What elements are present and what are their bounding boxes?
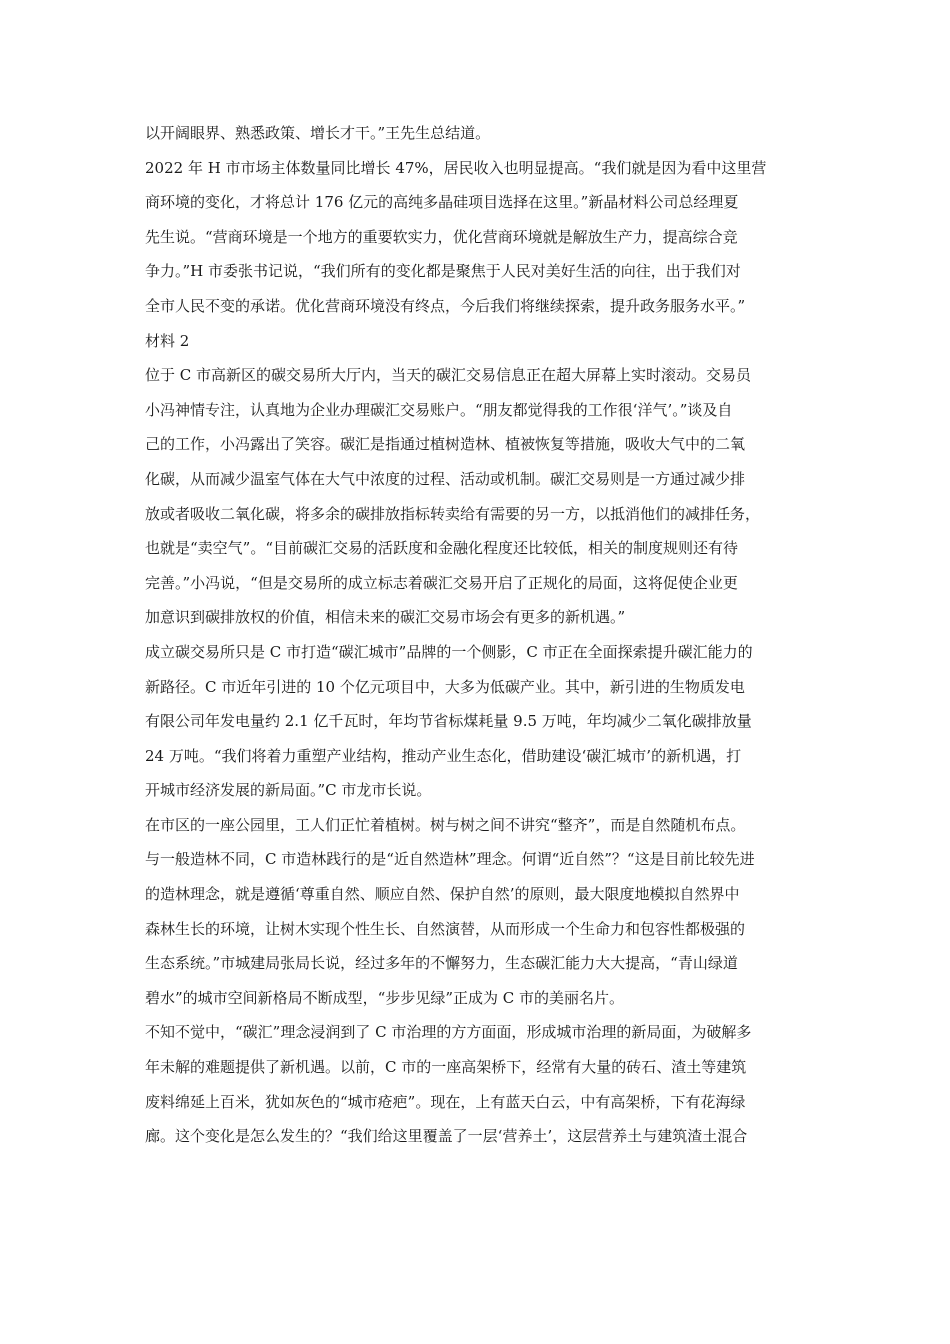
text-line: 成立碳交易所只是 C 市打造“碳汇城市”品牌的一个侧影，C 市正在全面探索提升碳汇能力的 — [145, 642, 753, 661]
text-line: 争力。”H 市委张书记说，“我们所有的变化都是聚焦于人民对美好生活的向往，出于我们对 — [145, 262, 741, 281]
text-line: 碧水”的城市空间新格局不断成型，“步步见绿”正成为 C 市的美丽名片。 — [145, 988, 625, 1007]
text-line: 与一般造林不同，C 市造林践行的是“近自然造林”理念。何谓“近自然”？“这是目前比较先进 — [145, 850, 755, 869]
text-line: 的造林理念，就是遵循‘尊重自然、顺应自然、保护自然’的原则，最大限度地模拟自然界中 — [145, 885, 740, 904]
text-line: 小冯神情专注，认真地为企业办理碳汇交易账户。“朋友都觉得我的工作很‘洋气’。”谈及自 — [145, 400, 733, 419]
text-line: 全市人民不变的承诺。优化营商环境没有终点，今后我们将继续探索，提升政务服务水平。” — [145, 296, 746, 315]
text-line: 有限公司年发电量约 2.1 亿千瓦时，年均节省标煤耗量 9.5 万吨，年均减少二氧化碳排放量 — [145, 712, 752, 731]
text-line: 先生说。“营商环境是一个地方的重要软实力，优化营商环境就是解放生产力，提高综合竞 — [145, 227, 738, 246]
text-line: 完善。”小冯说，“但是交易所的成立标志着碳汇交易开启了正规化的局面，这将促使企业更 — [145, 573, 738, 592]
text-line: 商环境的变化，才将总计 176 亿元的高纯多晶硅项目选择在这里。”新晶材料公司总经理夏 — [145, 193, 739, 212]
section-heading: 材料 2 — [145, 331, 190, 350]
text-line: 开城市经济发展的新局面。”C 市龙市长说。 — [145, 781, 432, 800]
text-line: 年未解的难题提供了新机遇。以前，C 市的一座高架桥下，经常有大量的砖石、渣土等建筑 — [145, 1058, 747, 1077]
text-line: 也就是“卖空气”。“目前碳汇交易的活跃度和金融化程度还比较低，相关的制度规则还有待 — [145, 539, 739, 558]
text-line: 放或者吸收二氧化碳，将多余的碳排放指标转卖给有需要的另一方，以抵消他们的减排任务， — [145, 504, 761, 523]
document-body — [145, 116, 865, 1154]
text-line: 2022 年 H 市市场主体数量同比增长 47%，居民收入也明显提高。“我们就是因为看中这里营 — [145, 158, 767, 177]
text-line: 24 万吨。“我们将着力重塑产业结构，推动产业生态化，借助建设‘碳汇城市’的新机遇，打 — [145, 746, 742, 765]
text-line: 化碳，从而减少温室气体在大气中浓度的过程、活动或机制。碳汇交易则是一方通过减少排 — [145, 469, 746, 488]
text-line: 以开阔眼界、熟悉政策、增长才干。”王先生总结道。 — [145, 124, 491, 142]
text-line: 废料绵延上百米，犹如灰色的“城市疮疤”。现在，上有蓝天白云，中有高架桥，下有花海绿 — [145, 1092, 746, 1111]
text-line: 生态系统。”市城建局张局长说，经过多年的不懈努力，生态碳汇能力大大提高，“青山绿道 — [145, 954, 738, 973]
text-line: 加意识到碳排放权的价值，相信未来的碳汇交易市场会有更多的新机遇。” — [145, 608, 626, 627]
text-line: 森林生长的环境，让树木实现个性生长、自然演替，从而形成一个生命力和包容性都极强的 — [145, 919, 746, 938]
text-line: 廊。这个变化是怎么发生的？“我们给这里覆盖了一层‘营养土’，这层营养土与建筑渣土混合 — [145, 1127, 748, 1146]
text-line: 在市区的一座公园里，工人们正忙着植树。树与树之间不讲究“整齐”，而是自然随机布点。 — [145, 815, 746, 834]
text-line: 不知不觉中，“碳汇”理念浸润到了 C 市治理的方方面面，形成城市治理的新局面，为破解多 — [145, 1023, 752, 1042]
text-line: 位于 C 市高新区的碳交易所大厅内，当天的碳汇交易信息正在超大屏幕上实时滚动。交易员 — [145, 366, 752, 385]
text-line: 新路径。C 市近年引进的 10 个亿元项目中，大多为低碳产业。其中，新引进的生物质发电 — [145, 677, 745, 696]
text-line: 己的工作，小冯露出了笑容。碳汇是指通过植树造林、植被恢复等措施，吸收大气中的二氧 — [145, 435, 746, 454]
